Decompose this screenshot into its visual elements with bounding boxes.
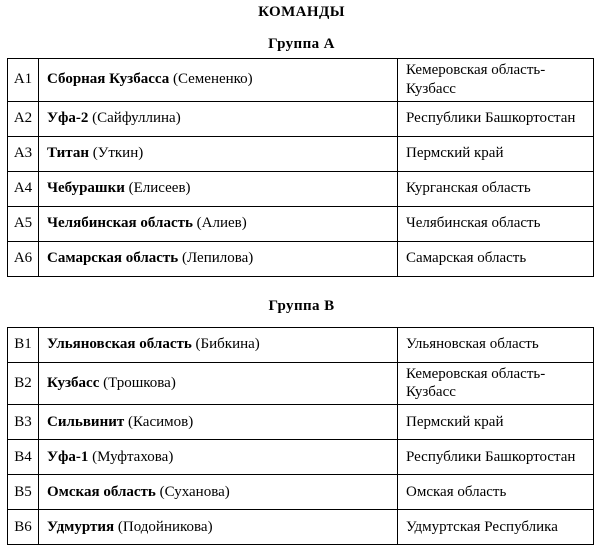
team-name: Ульяновская область [47,336,192,353]
team-cell [39,101,398,136]
team-name: Сильвинит [47,413,125,430]
team-name: Титан [47,145,89,162]
coach-name: (Суханова) [159,483,230,500]
team-name: Чебурашки [47,180,125,197]
table-row [8,101,594,136]
coach-name: (Трошкова) [103,374,176,391]
team-cell [39,475,398,510]
team-cell [39,136,398,171]
region-cell: Кемеровская область-Кузбасс [398,59,594,102]
coach-name: (Уткин) [92,145,144,162]
region-cell: Курганская область [398,171,594,206]
coach-name: (Касимов) [127,413,194,430]
coach-name: (Алиев) [196,215,247,232]
group-a-heading: Группа А [268,36,335,52]
table-row [8,59,594,102]
region-cell: Челябинская область [398,206,594,241]
team-code-cell: B4 [8,440,39,475]
team-cell [39,510,398,545]
team-code-cell: B6 [8,510,39,545]
coach-name: (Муфтахова) [92,448,174,465]
team-code-cell: A3 [8,136,39,171]
team-cell [39,440,398,475]
region-cell: Республики Башкортостан [398,440,594,475]
region-cell: Самарская область [398,241,594,276]
team-name: Челябинская область [47,215,193,232]
team-code-cell: B3 [8,405,39,440]
region-cell: Пермский край [398,405,594,440]
coach-name: (Елисеев) [128,180,191,197]
table-row [8,440,594,475]
coach-name: (Подойникова) [117,518,213,535]
table-row [8,171,594,206]
region-cell: Ульяновская область [398,327,594,362]
team-code-cell: A5 [8,206,39,241]
region-cell: Удмуртская Республика [398,510,594,545]
table-row [8,405,594,440]
table-row [8,510,594,545]
team-cell [39,59,398,102]
coach-name: (Лепилова) [181,250,254,267]
table-row [8,362,594,405]
team-cell [39,327,398,362]
team-code-cell: B2 [8,362,39,405]
team-code-cell: A1 [8,59,39,102]
table-row [8,206,594,241]
region-cell: Пермский край [398,136,594,171]
team-cell [39,362,398,405]
team-code-cell: B5 [8,475,39,510]
team-code-cell: A6 [8,241,39,276]
team-cell [39,405,398,440]
team-cell [39,241,398,276]
region-cell: Кемеровская область-Кузбасс [398,362,594,405]
team-code-cell: A2 [8,101,39,136]
table-row [8,327,594,362]
team-name: Удмуртия [47,518,115,535]
coach-name: (Сайфуллина) [92,110,181,127]
team-name: Омская область [47,483,156,500]
team-name: Кузбасс [47,374,100,391]
team-cell [39,206,398,241]
coach-name: (Семененко) [172,71,253,88]
group-a-table [7,58,594,277]
table-row [8,241,594,276]
table-row [8,136,594,171]
team-cell [39,171,398,206]
page-title: КОМАНДЫ [258,4,345,20]
team-code-cell: A4 [8,171,39,206]
group-b-table [7,327,594,545]
table-row [8,475,594,510]
team-name: Уфа-2 [47,110,89,127]
team-code-cell: B1 [8,327,39,362]
team-name: Самарская область [47,250,179,267]
coach-name: (Бибкина) [195,336,260,353]
team-name: Уфа-1 [47,448,89,465]
region-cell: Омская область [398,475,594,510]
group-b-heading: Группа В [268,297,335,314]
team-name: Сборная Кузбасса [47,71,170,88]
region-cell: Республики Башкортостан [398,101,594,136]
